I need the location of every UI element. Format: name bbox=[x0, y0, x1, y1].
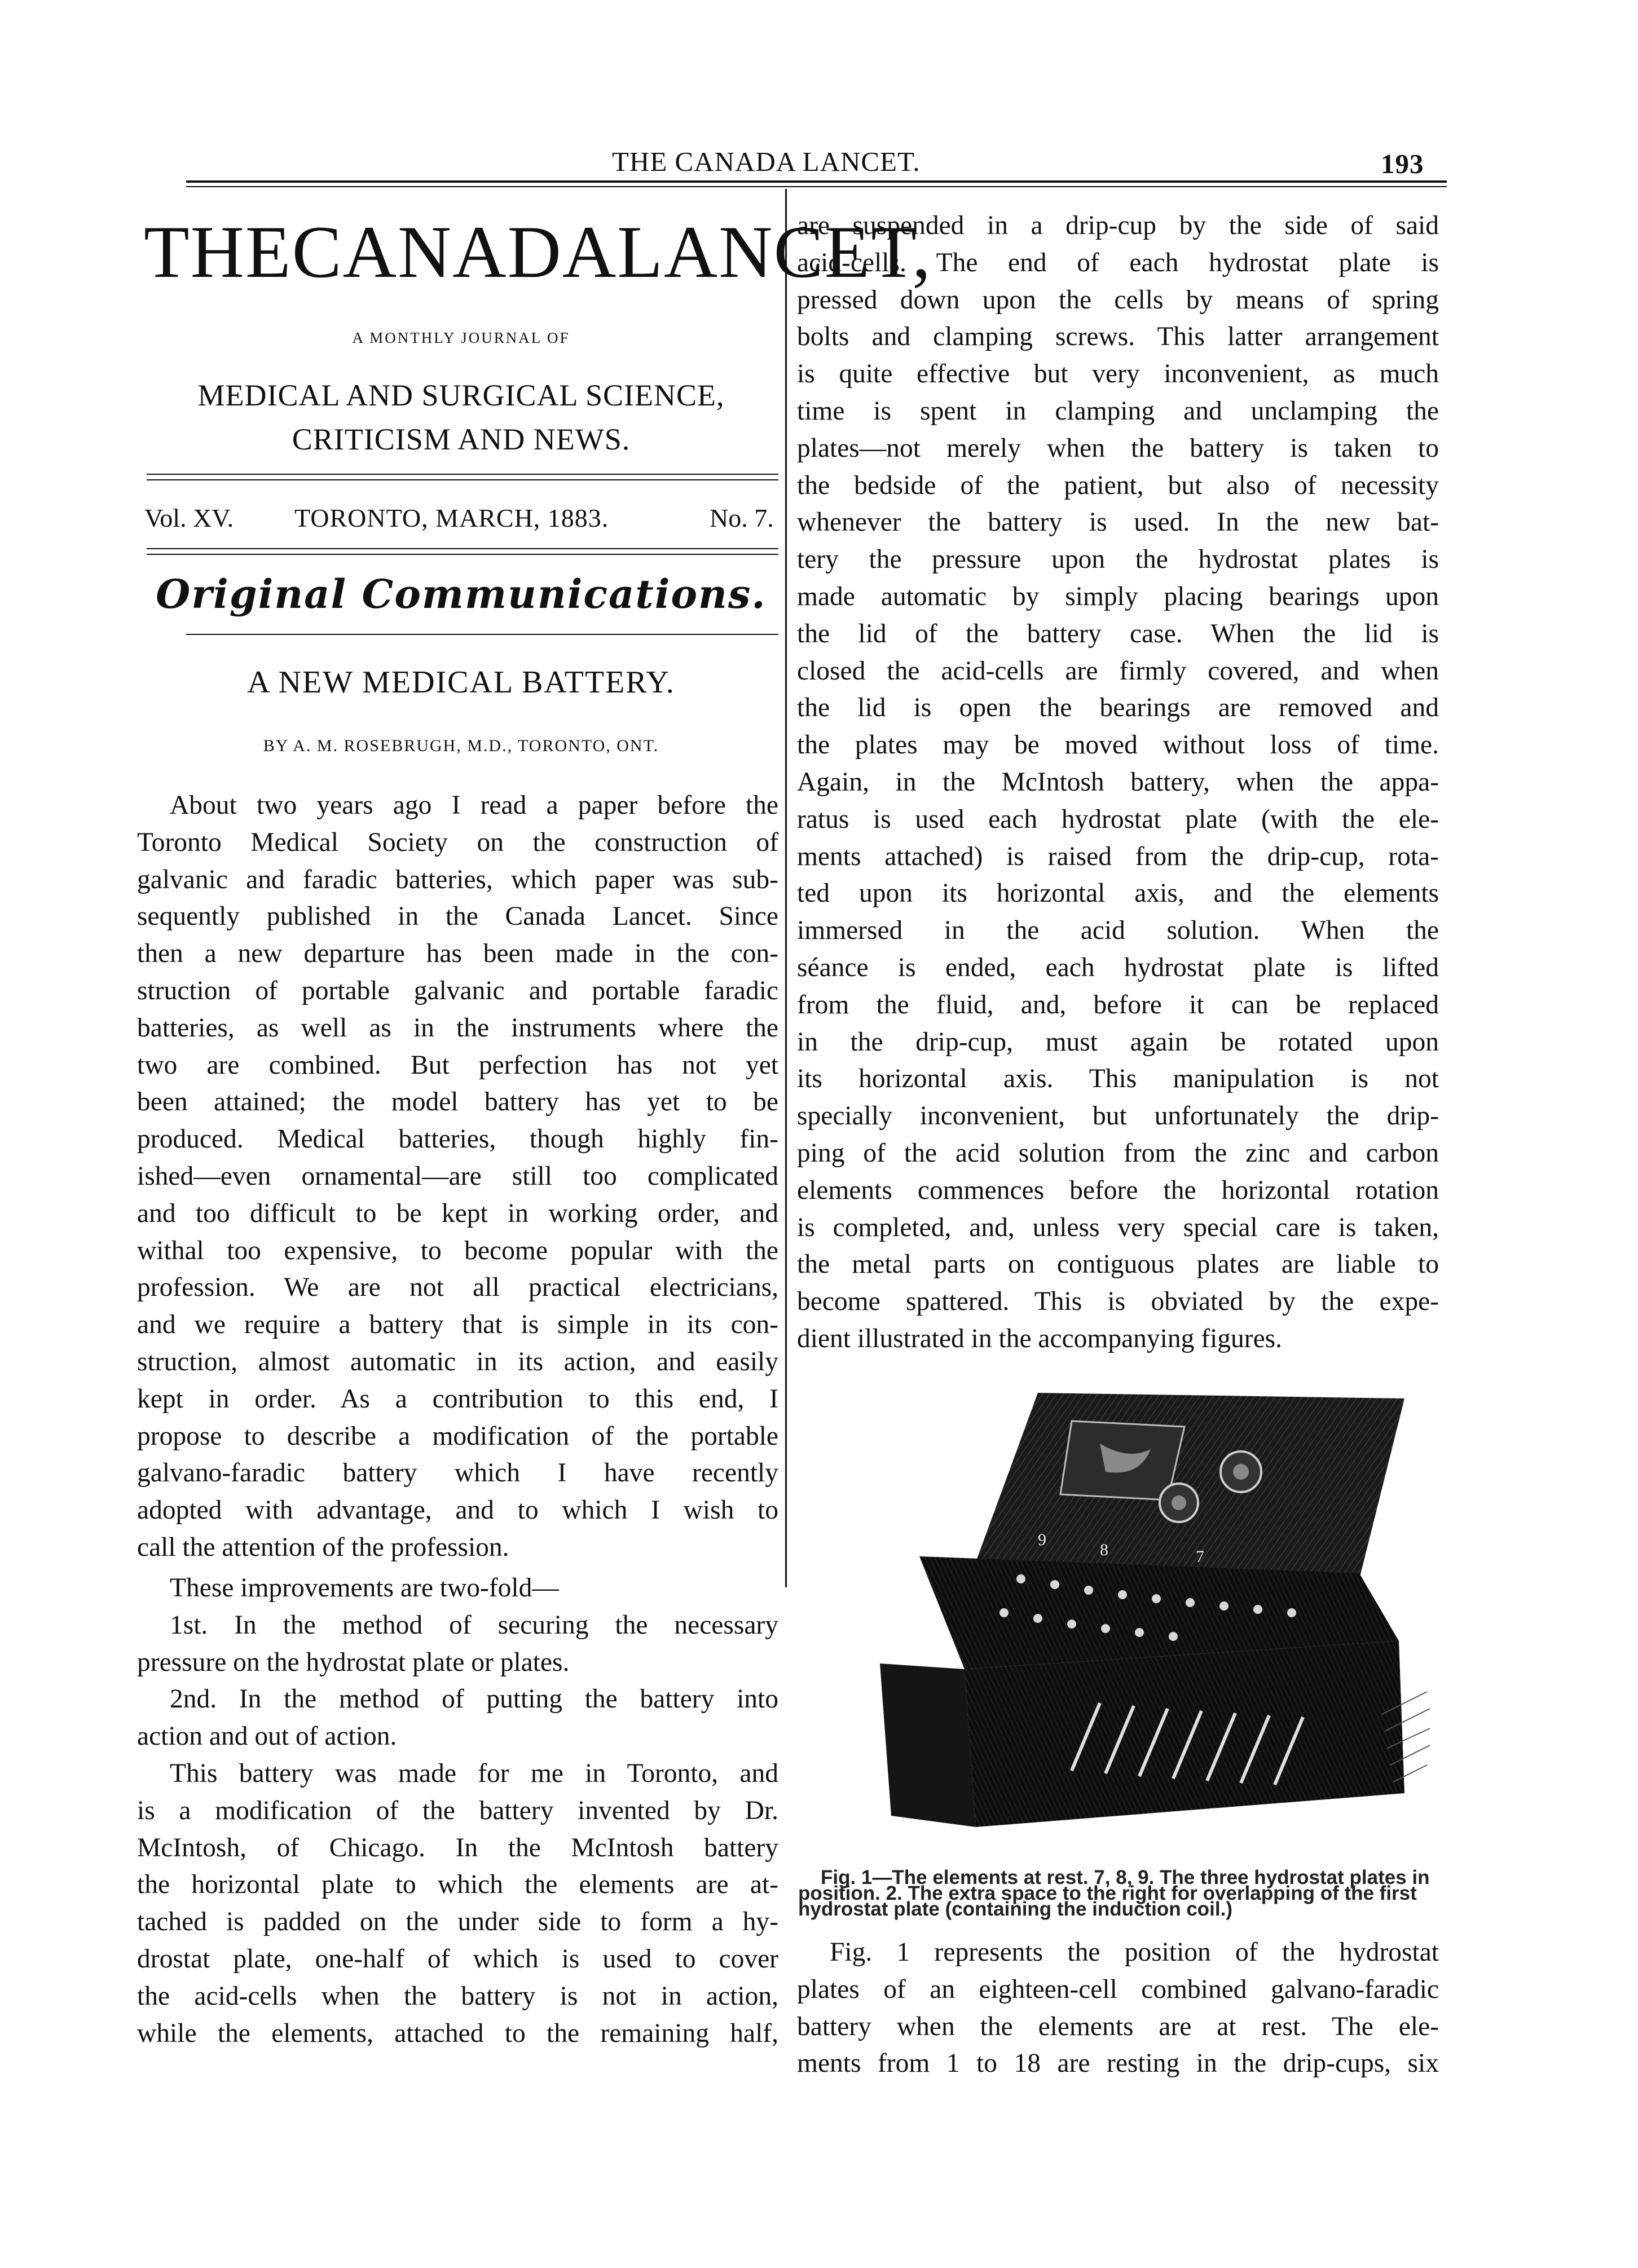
figure-caption bbox=[798, 1867, 1447, 1920]
issue-place-date: TORONTO, MARCH, 1883. bbox=[294, 504, 609, 532]
text-line: are suspended in a drip-cup by the side of said bbox=[797, 211, 1439, 240]
text-line: call the attention of the profession. bbox=[137, 1532, 509, 1562]
text-line: Again, in the McIntosh battery, when the appa- bbox=[797, 767, 1439, 797]
text-line: the acid-cells when the battery is not in action, bbox=[137, 1981, 778, 2011]
text-line: tached is padded on the under side to form a hy- bbox=[137, 1907, 778, 1937]
text-line: adopted with advantage, and to which I wish to bbox=[137, 1495, 778, 1525]
text-line: pressed down upon the cells by means of spring bbox=[797, 285, 1439, 315]
text-line: profession. We are not all practical electricians, bbox=[137, 1273, 778, 1303]
issue-rule-bottom-1 bbox=[147, 548, 778, 549]
text-line: batteries, as well as in the instruments where the bbox=[137, 1013, 778, 1043]
text-line: galvanic and faradic batteries, which paper was sub- bbox=[137, 864, 778, 894]
text-line: and we require a battery that is simple in its con- bbox=[137, 1310, 778, 1340]
masthead-title bbox=[144, 209, 932, 293]
text-line: the horizontal plate to which the elements are at- bbox=[137, 1870, 778, 1900]
text-line: withal too expensive, to become popular with the bbox=[137, 1236, 778, 1265]
text-line: struction, almost automatic in its action, and easily bbox=[137, 1347, 778, 1376]
text-line: séance is ended, each hydrostat plate is lifted bbox=[797, 952, 1439, 982]
text-line: ted upon its horizontal axis, and the elements bbox=[797, 879, 1439, 908]
battery-side bbox=[880, 1664, 976, 1827]
page-number: 193 bbox=[1381, 148, 1424, 179]
article-byline: BY A. M. ROSEBRUGH, M.D., TORONTO, ONT. bbox=[263, 736, 659, 755]
issue-number: No. 7. bbox=[710, 504, 774, 532]
text-line: then a new departure has been made in the con- bbox=[137, 939, 778, 969]
text-line: the plates may be moved without loss of time. bbox=[797, 730, 1439, 760]
header-rule-top bbox=[186, 180, 1447, 183]
text-line: sequently published in the Canada Lancet. Since bbox=[137, 902, 778, 932]
left-column-paragraph-2 bbox=[137, 1570, 778, 2052]
text-line: dient illustrated in the accompanying figures. bbox=[797, 1323, 1283, 1353]
text-line: two are combined. But perfection has not yet bbox=[137, 1050, 778, 1080]
masthead-line2: CRITICISM AND NEWS. bbox=[292, 422, 631, 456]
text-line: bolts and clamping screws. This latter arrangement bbox=[797, 322, 1439, 352]
masthead-canada: CANADA bbox=[292, 210, 618, 293]
text-line: immersed in the acid solution. When the bbox=[797, 916, 1439, 946]
text-line: pressure on the hydrostat plate or plates. bbox=[137, 1647, 570, 1677]
section-heading: Original Communications. bbox=[156, 571, 767, 617]
issue-rule-bottom-2 bbox=[147, 554, 778, 555]
masthead-the: THE bbox=[144, 210, 292, 293]
text-line: plates—not merely when the battery is taken to bbox=[797, 433, 1439, 463]
text-line: drostat plate, one-half of which is used to cover bbox=[137, 1944, 778, 1974]
text-line: McIntosh, of Chicago. In the McIntosh battery bbox=[137, 1833, 778, 1863]
text-line: These improvements are two-fold— bbox=[170, 1573, 559, 1603]
text-line: closed the acid-cells are firmly covered, and when bbox=[797, 656, 1439, 686]
text-line: ments attached) is raised from the drip-cup, rota- bbox=[797, 841, 1439, 871]
text-line: action and out of action. bbox=[137, 1722, 397, 1751]
right-column-paragraph-2 bbox=[797, 1934, 1439, 2082]
battery-front bbox=[965, 1641, 1404, 1827]
text-line: been attained; the model battery has yet to be bbox=[137, 1087, 778, 1117]
text-line: ratus is used each hydrostat plate (with the ele- bbox=[797, 804, 1439, 834]
text-line: become spattered. This is obviated by the expe- bbox=[797, 1287, 1439, 1317]
running-title: THE CANADA LANCET. bbox=[612, 146, 921, 177]
text-line: from the fluid, and, before it can be replaced bbox=[797, 990, 1439, 1020]
battery-figure bbox=[835, 1376, 1433, 1838]
text-line: This battery was made for me in Toronto, and bbox=[170, 1758, 778, 1788]
issue-rule-top-2 bbox=[147, 479, 778, 480]
right-column-paragraph-1 bbox=[797, 208, 1439, 1358]
text-line: the lid of the battery case. When the lid is bbox=[797, 619, 1439, 648]
text-line: its horizontal axis. This manipulation is not bbox=[797, 1064, 1439, 1094]
text-line: plates of an eighteen-cell combined galvano-faradic bbox=[797, 1974, 1439, 2004]
masthead-lancet: LANCET, bbox=[617, 210, 932, 293]
caption-line: hydrostat plate (containing the induction coil.) bbox=[798, 1898, 1232, 1920]
text-line: About two years ago I read a paper before the bbox=[170, 791, 778, 820]
text-line: in the drip-cup, must again be rotated upon bbox=[797, 1027, 1439, 1057]
left-column-paragraph-1 bbox=[137, 787, 778, 1567]
text-line: made automatic by simply placing bearings upon bbox=[797, 581, 1439, 611]
text-line: whenever the battery is used. In the new bat- bbox=[797, 508, 1439, 537]
text-line: propose to describe a modification of the portable bbox=[137, 1421, 778, 1451]
text-line: the metal parts on contiguous plates are liable to bbox=[797, 1250, 1439, 1279]
text-line: acid-cells. The end of each hydrostat plate is bbox=[797, 248, 1439, 277]
issue-rule-top-1 bbox=[147, 474, 778, 475]
text-line: ping of the acid solution from the zinc and carbon bbox=[797, 1138, 1439, 1168]
text-line: produced. Medical batteries, though highly fin- bbox=[137, 1124, 778, 1154]
text-line: Toronto Medical Society on the construction of bbox=[137, 827, 778, 857]
figure-label: 7 bbox=[1196, 1547, 1204, 1566]
text-line: the bedside of the patient, but also of necessity bbox=[797, 470, 1439, 500]
text-line: ished—even ornamental—are still too complicated bbox=[137, 1161, 778, 1191]
text-line: tery the pressure upon the hydrostat plates is bbox=[797, 545, 1439, 575]
article-title: A NEW MEDICAL BATTERY. bbox=[247, 665, 675, 700]
text-line: 2nd. In the method of putting the battery into bbox=[170, 1684, 778, 1714]
text-line: elements commences before the horizontal rotation bbox=[797, 1175, 1439, 1205]
text-line: ments from 1 to 18 are resting in the drip-cups, six bbox=[797, 2049, 1439, 2079]
masthead-line1: MEDICAL AND SURGICAL SCIENCE, bbox=[197, 378, 725, 412]
battery-lid bbox=[976, 1393, 1404, 1579]
text-line: specially inconvenient, but unfortunately the drip- bbox=[797, 1101, 1439, 1131]
text-line: struction of portable galvanic and portable faradic bbox=[137, 976, 778, 1005]
text-line: is quite effective but very inconvenient, as much bbox=[797, 359, 1439, 389]
text-line: galvano-faradic battery which I have recently bbox=[137, 1458, 778, 1488]
text-line: is completed, and, unless very special care is taken, bbox=[797, 1212, 1439, 1242]
masthead-subtitle: A MONTHLY JOURNAL OF bbox=[352, 329, 570, 346]
text-line: the lid is open the bearings are removed and bbox=[797, 693, 1439, 723]
figure-label: 9 bbox=[1038, 1530, 1046, 1549]
section-rule bbox=[186, 634, 778, 635]
caption-line: Fig. 1—The elements at rest. 7, 8, 9. The three hydrostat plates in bbox=[821, 1867, 1430, 1888]
text-line: kept in order. As a contribution to this end, I bbox=[137, 1384, 778, 1414]
text-line: battery when the elements are at rest. The ele- bbox=[797, 2011, 1439, 2041]
text-line: is a modification of the battery invented by Dr. bbox=[137, 1795, 778, 1825]
text-line: while the elements, attached to the remaining half, bbox=[137, 2018, 778, 2048]
column-divider bbox=[785, 189, 787, 1587]
text-line: 1st. In the method of securing the necessary bbox=[170, 1610, 778, 1640]
figure-label: 8 bbox=[1100, 1541, 1108, 1559]
text-line: time is spent in clamping and unclamping the bbox=[797, 396, 1439, 426]
text-line: and too difficult to be kept in working order, and bbox=[137, 1198, 778, 1228]
text-line: Fig. 1 represents the position of the hydrostat bbox=[830, 1938, 1439, 1967]
header-rule-bottom bbox=[186, 186, 1447, 187]
issue-volume: Vol. XV. bbox=[144, 504, 234, 532]
caption-line: position. 2. The extra space to the right for overlapping of the first bbox=[798, 1882, 1417, 1904]
